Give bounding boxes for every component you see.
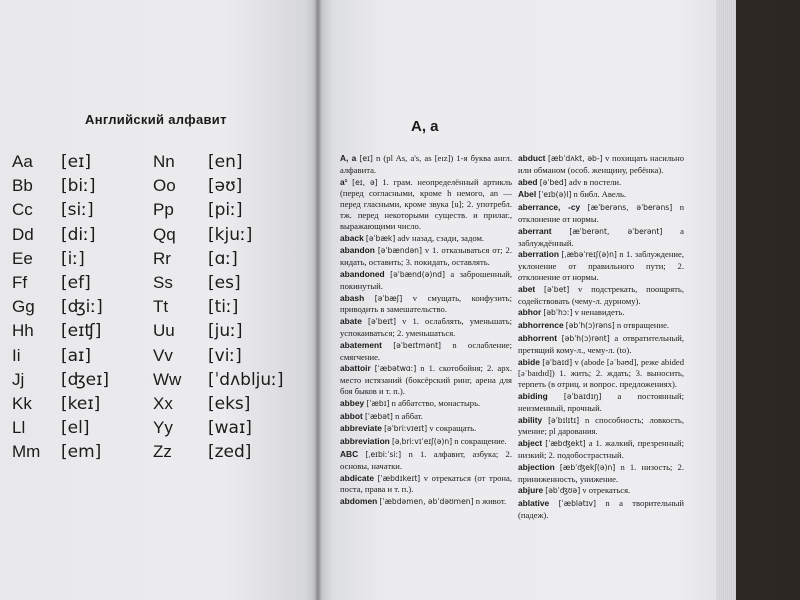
entry-transcription: [əˈbɪlɪtɪ] (548, 415, 580, 425)
alphabet-transcription: [juː] (208, 321, 243, 342)
dictionary-entry (340, 473, 512, 496)
entry-definition: n 1. алфавит, азбука; 2. основы, начатки. (340, 448, 512, 471)
entry-definition: v 1. отказываться от; 2. кидать, оставить; 3. покидать, оставлять. (340, 245, 512, 268)
entry-headword: aberrance, -cy (518, 202, 581, 213)
entry-transcription: [æˈberənt, əˈberənt] (569, 226, 663, 236)
entry-headword: ability (518, 414, 543, 425)
entry-transcription: [eɪ, ə] (352, 177, 378, 187)
alphabet-letters: Tt (153, 297, 169, 317)
entry-headword: abide (518, 356, 540, 367)
alphabet-row (12, 344, 109, 368)
dictionary-entry (340, 449, 512, 472)
dictionary-entry (518, 485, 684, 497)
dictionary-entry (340, 340, 512, 363)
alphabet-transcription: [em] (61, 442, 102, 463)
alphabet-column-1 (12, 150, 109, 464)
entry-definition: a 1. жалкий, презренный; низкий; 2. подобострастный. (518, 438, 684, 460)
dictionary-entry (340, 177, 512, 232)
alphabet-row (153, 174, 284, 198)
dictionary-entry (340, 423, 512, 435)
alphabet-transcription: [eks] (208, 393, 251, 414)
dictionary-column-2 (518, 153, 684, 522)
entry-headword: aback (340, 232, 364, 243)
entry-transcription: [ˌeɪbiːˈsiː] (365, 449, 402, 459)
entry-transcription: [əˈbæk] (365, 233, 396, 243)
entry-transcription: [əbˈhɔː] (543, 308, 573, 318)
dictionary-entry (518, 498, 684, 521)
dictionary-entry (340, 398, 512, 410)
entry-headword: Abel (518, 189, 537, 200)
alphabet-transcription: [eɪʧ] (61, 321, 102, 342)
entry-definition: n 1. заблуждение, уклонение от правильного пути; 2. отклонение от нормы. (518, 249, 684, 282)
entry-headword: abbey (340, 397, 365, 408)
dictionary-entry (518, 333, 684, 356)
alphabet-row (153, 319, 284, 343)
entry-definition: n отвращение. (616, 320, 670, 331)
alphabet-row (12, 247, 109, 271)
alphabet-letters: Jj (12, 369, 25, 389)
entry-headword: aberration (518, 249, 559, 260)
entry-headword: A, a (340, 153, 357, 163)
dictionary-entry (518, 391, 684, 414)
alphabet-row (153, 247, 284, 271)
entry-definition: n отклонение от нормы. (518, 202, 684, 224)
entry-transcription: [ˈæblətɪv] (558, 499, 596, 509)
dictionary-entry (518, 284, 684, 307)
entry-definition: n 1. низость; 2. приниженность, унижение. (518, 461, 684, 484)
page-edges (716, 0, 736, 600)
entry-definition: v отрекаться. (582, 485, 631, 496)
entry-definition: v (abode [əˈbəʊd], реже abided [əˈbaɪdɪd]) 1. жить; 2. ждать; 3. выносить, терпеть (в отриц. и вопрос. предложениях). (518, 356, 684, 390)
alphabet-row (153, 150, 284, 174)
entry-transcription: [əˈbændən] (377, 246, 422, 256)
dictionary-entry (518, 226, 684, 249)
alphabet-letters: Uu (153, 321, 175, 341)
alphabet-letters: Hh (12, 321, 34, 341)
entry-headword: abatement (340, 339, 382, 350)
dictionary-column-1 (340, 153, 512, 509)
alphabet-transcription: [ʤiː] (61, 297, 103, 318)
entry-headword: a¹ (340, 176, 348, 187)
alphabet-letters: Rr (153, 248, 171, 268)
entry-definition: n ослабление; смягчение. (340, 339, 512, 362)
alphabet-letters: Ee (12, 248, 33, 268)
entry-headword: abash (340, 292, 365, 303)
entry-transcription: [ˈæbʤekt] (545, 439, 586, 449)
entry-transcription: [ˈæbət] (364, 411, 393, 421)
alphabet-letters: Gg (12, 297, 35, 317)
entry-transcription: [ˈæbdəmen, əbˈdəʊmen] (379, 497, 474, 507)
alphabet-letters: Cc (12, 200, 33, 220)
entry-definition: a отвратительный, претящий кому-л., чему-л. (to). (518, 332, 685, 355)
alphabet-row (12, 416, 109, 440)
entry-headword: abdicate (340, 472, 374, 483)
alphabet-row (153, 440, 284, 464)
entry-definition: adv назад, сзади, задом. (397, 232, 485, 243)
entry-definition: n (pl As, a's, as [eɪz]) 1-я буква англ. алфавита. (340, 153, 512, 175)
dictionary-entry (518, 438, 684, 461)
entry-transcription: [əˈbænd(ə)nd] (390, 269, 445, 279)
entry-transcription: [ˈæbdɪkeɪt] (377, 473, 421, 483)
alphabet-letters: Ss (153, 272, 173, 292)
entry-headword: abhorrence (518, 320, 564, 331)
dictionary-entry (340, 245, 512, 268)
entry-headword: ablative (518, 498, 550, 509)
entry-definition: n библ. Авель. (573, 189, 627, 200)
alphabet-letters: Qq (153, 224, 176, 244)
alphabet-transcription: [iː] (61, 248, 85, 269)
dictionary-entry (518, 249, 684, 282)
alphabet-row (12, 223, 109, 247)
alphabet-letters: Ll (12, 418, 26, 438)
dictionary-entry (340, 436, 512, 448)
alphabet-transcription: [ef] (61, 272, 91, 293)
entry-transcription: [æˈberəns, əˈberəns] (587, 203, 673, 213)
entry-headword: abbreviation (340, 436, 390, 447)
dictionary-entry (340, 363, 512, 396)
alphabet-row (12, 440, 109, 464)
alphabet-transcription: [el] (61, 418, 90, 439)
entry-transcription: [əˈbæʃ] (374, 293, 403, 303)
alphabet-letters: Vv (153, 345, 173, 365)
entry-transcription: [eɪ] (359, 154, 373, 163)
dictionary-entry (518, 320, 684, 332)
alphabet-transcription: [diː] (61, 224, 96, 245)
alphabet-row (12, 392, 109, 416)
alphabet-letters: Oo (153, 176, 176, 196)
alphabet-row (12, 198, 109, 222)
entry-transcription: [æbˈʤekʃ(ə)n] (559, 462, 616, 472)
entry-headword: abdomen (340, 496, 378, 507)
alphabet-letters: Kk (12, 393, 32, 413)
entry-headword: abandoned (340, 268, 385, 279)
entry-transcription: [ˌæbəˈreɪʃ(ə)n] (561, 250, 617, 260)
entry-definition: 1. грам. неопределённый артикль (перед согласными, кроме h немого, an — перед гласными, кроме звука [u]; 2. употребл. тж. перед некоторыми существ. и прилаг., выражающими число. (340, 176, 512, 231)
alphabet-letters: Mm (12, 442, 41, 462)
dictionary-entry (518, 189, 684, 201)
alphabet-row (153, 271, 284, 295)
alphabet-row (153, 416, 284, 440)
alphabet-column-2 (153, 150, 284, 464)
entry-definition: v смущать, конфузить; приводить в замешательство. (340, 292, 512, 315)
dictionary-entry (340, 233, 512, 245)
alphabet-row (12, 319, 109, 343)
alphabet-row (153, 344, 284, 368)
dictionary-entry (340, 269, 512, 292)
entry-transcription: [əˈbaɪdɪŋ] (563, 391, 602, 401)
alphabet-row (153, 295, 284, 319)
alphabet-row (153, 223, 284, 247)
dictionary-entry (518, 177, 684, 189)
alphabet-transcription: [ɑː] (208, 248, 238, 269)
entry-transcription: [əˈbed] (539, 177, 567, 187)
entry-transcription: [ˈeɪb(ə)l] (538, 190, 572, 200)
alphabet-letters: Ff (12, 272, 28, 292)
entry-headword: abandon (340, 245, 375, 256)
entry-headword: abiding (518, 390, 548, 401)
alphabet-transcription: [keɪ] (61, 393, 101, 414)
entry-definition: n аббатство, монастырь. (391, 397, 481, 408)
entry-headword: aberrant (518, 225, 552, 236)
entry-definition: a заблуждённый. (518, 225, 684, 248)
alphabet-row (153, 198, 284, 222)
alphabet-transcription: [biː] (61, 176, 96, 197)
entry-definition: n способность; ловкость, умение; pl дарования. (518, 414, 684, 437)
entry-definition: v отрекаться (от трона, поста, права и т. п.). (340, 472, 512, 495)
alphabet-row (153, 392, 284, 416)
entry-transcription: [əˈbet] (544, 284, 570, 294)
dictionary-entry (340, 153, 512, 176)
alphabet-letters: Zz (153, 442, 172, 462)
entry-transcription: [ˈæbɪ] (366, 398, 390, 408)
alphabet-row (12, 150, 109, 174)
entry-headword: abbot (340, 410, 363, 421)
alphabet-letters: Nn (153, 152, 175, 171)
entry-definition: n живот. (475, 496, 507, 507)
entry-definition: n сокращение. (454, 436, 507, 447)
entry-headword: abhor (518, 307, 542, 318)
entry-transcription: [əˈbeɪtmənt] (393, 340, 442, 350)
entry-definition: n a творительный (падеж). (518, 498, 684, 520)
dictionary-entry (518, 307, 684, 319)
entry-headword: ABC (340, 448, 359, 459)
entry-headword: abattoir (340, 363, 371, 374)
alphabet-transcription: [siː] (61, 200, 94, 221)
alphabet-letters: Ww (153, 369, 182, 389)
alphabet-row (153, 368, 284, 392)
entry-definition: a постоянный; неизменный, прочный. (518, 390, 685, 413)
alphabet-transcription: [es] (208, 272, 241, 293)
entry-headword: abbreviate (340, 423, 382, 434)
entry-definition: a заброшенный, покинутый. (340, 268, 512, 291)
entry-definition: n аббат. (395, 410, 423, 421)
left-page (0, 0, 318, 600)
alphabet-transcription: [zed] (208, 442, 252, 463)
entry-transcription: [əˈbaɪd] (542, 357, 573, 367)
alphabet-transcription: [en] (208, 152, 243, 172)
entry-transcription: [æbˈdʌkt, əb-] (548, 154, 603, 163)
entry-transcription: [ˈæbətwɑː] (374, 364, 417, 374)
entry-definition: v 1. ослаблять, уменьшать; успокаиваться; 2. уменьшаться. (340, 316, 512, 338)
alphabet-letters: Yy (153, 418, 173, 438)
dictionary-entry (518, 202, 684, 225)
alphabet-row (12, 295, 109, 319)
alphabet-letters: Aa (12, 152, 33, 171)
alphabet-transcription: [aɪ] (61, 345, 91, 366)
entry-headword: abject (518, 438, 543, 449)
alphabet-row (12, 174, 109, 198)
dictionary-entry (340, 293, 512, 316)
entry-definition: n 1. скотобойня; 2. арх. место истязаний (боксёрский ринг, арена для боя быков и т. п.). (340, 363, 512, 396)
alphabet-transcription: [viː] (208, 345, 242, 366)
alphabet-letters: Pp (153, 200, 174, 220)
alphabet-transcription: [ˈdʌbljuː] (208, 369, 284, 390)
dictionary-entry (340, 316, 512, 339)
entry-transcription: [əˈbeɪt] (368, 317, 396, 327)
entry-transcription: [əbˈh(ɔ)rənt] (561, 333, 610, 343)
entry-headword: abduct (518, 153, 546, 163)
entry-headword: abjection (518, 461, 555, 472)
dictionary-entry (340, 496, 512, 508)
alphabet-letters: Ii (12, 345, 21, 365)
entry-transcription: [əˌbriːvɪˈeɪʃ(ə)n] (391, 437, 453, 447)
entry-definition: adv в постели. (568, 176, 622, 187)
dictionary-entry (518, 415, 684, 438)
alphabet-transcription: [ʤeɪ] (61, 369, 110, 390)
entry-headword: abhorrent (518, 332, 558, 343)
dictionary-entry (340, 411, 512, 423)
dictionary-entry (518, 357, 684, 390)
book-spine (314, 0, 322, 600)
alphabet-letters: Dd (12, 224, 34, 244)
entry-headword: abate (340, 316, 362, 327)
alphabet-letters: Bb (12, 176, 33, 196)
alphabet-transcription: [kjuː] (208, 224, 253, 245)
entry-transcription: [əbˈh(ɔ)rəns] (565, 321, 615, 331)
alphabet-transcription: [eɪ] (61, 152, 92, 172)
entry-headword: abjure (518, 485, 544, 496)
dictionary-entry (518, 153, 684, 176)
entry-transcription: [əbˈʤʊə] (545, 486, 581, 496)
entry-definition: v ненавидеть. (574, 307, 625, 318)
entry-headword: abet (518, 283, 536, 294)
alphabet-title: Английский алфавит (85, 112, 227, 127)
alphabet-letters: Xx (153, 393, 173, 413)
entry-transcription: [əˈbriːvɪeɪt] (384, 424, 428, 434)
entry-definition: v сокращать. (429, 423, 477, 434)
alphabet-transcription: [waɪ] (208, 418, 252, 439)
dictionary-entry (518, 462, 684, 485)
entry-definition: v подстрекать, поощрять, содействовать (чему-л. дурному). (518, 283, 685, 306)
entry-definition: v похищать насильно или обманом (особ. женщину, ребёнка). (518, 153, 684, 175)
alphabet-row (12, 271, 109, 295)
alphabet-transcription: [əʊ] (208, 176, 243, 197)
entry-headword: abed (518, 176, 538, 187)
alphabet-transcription: [tiː] (208, 297, 239, 318)
alphabet-transcription: [piː] (208, 200, 243, 221)
alphabet-row (12, 368, 109, 392)
section-heading: A, a (411, 118, 439, 135)
